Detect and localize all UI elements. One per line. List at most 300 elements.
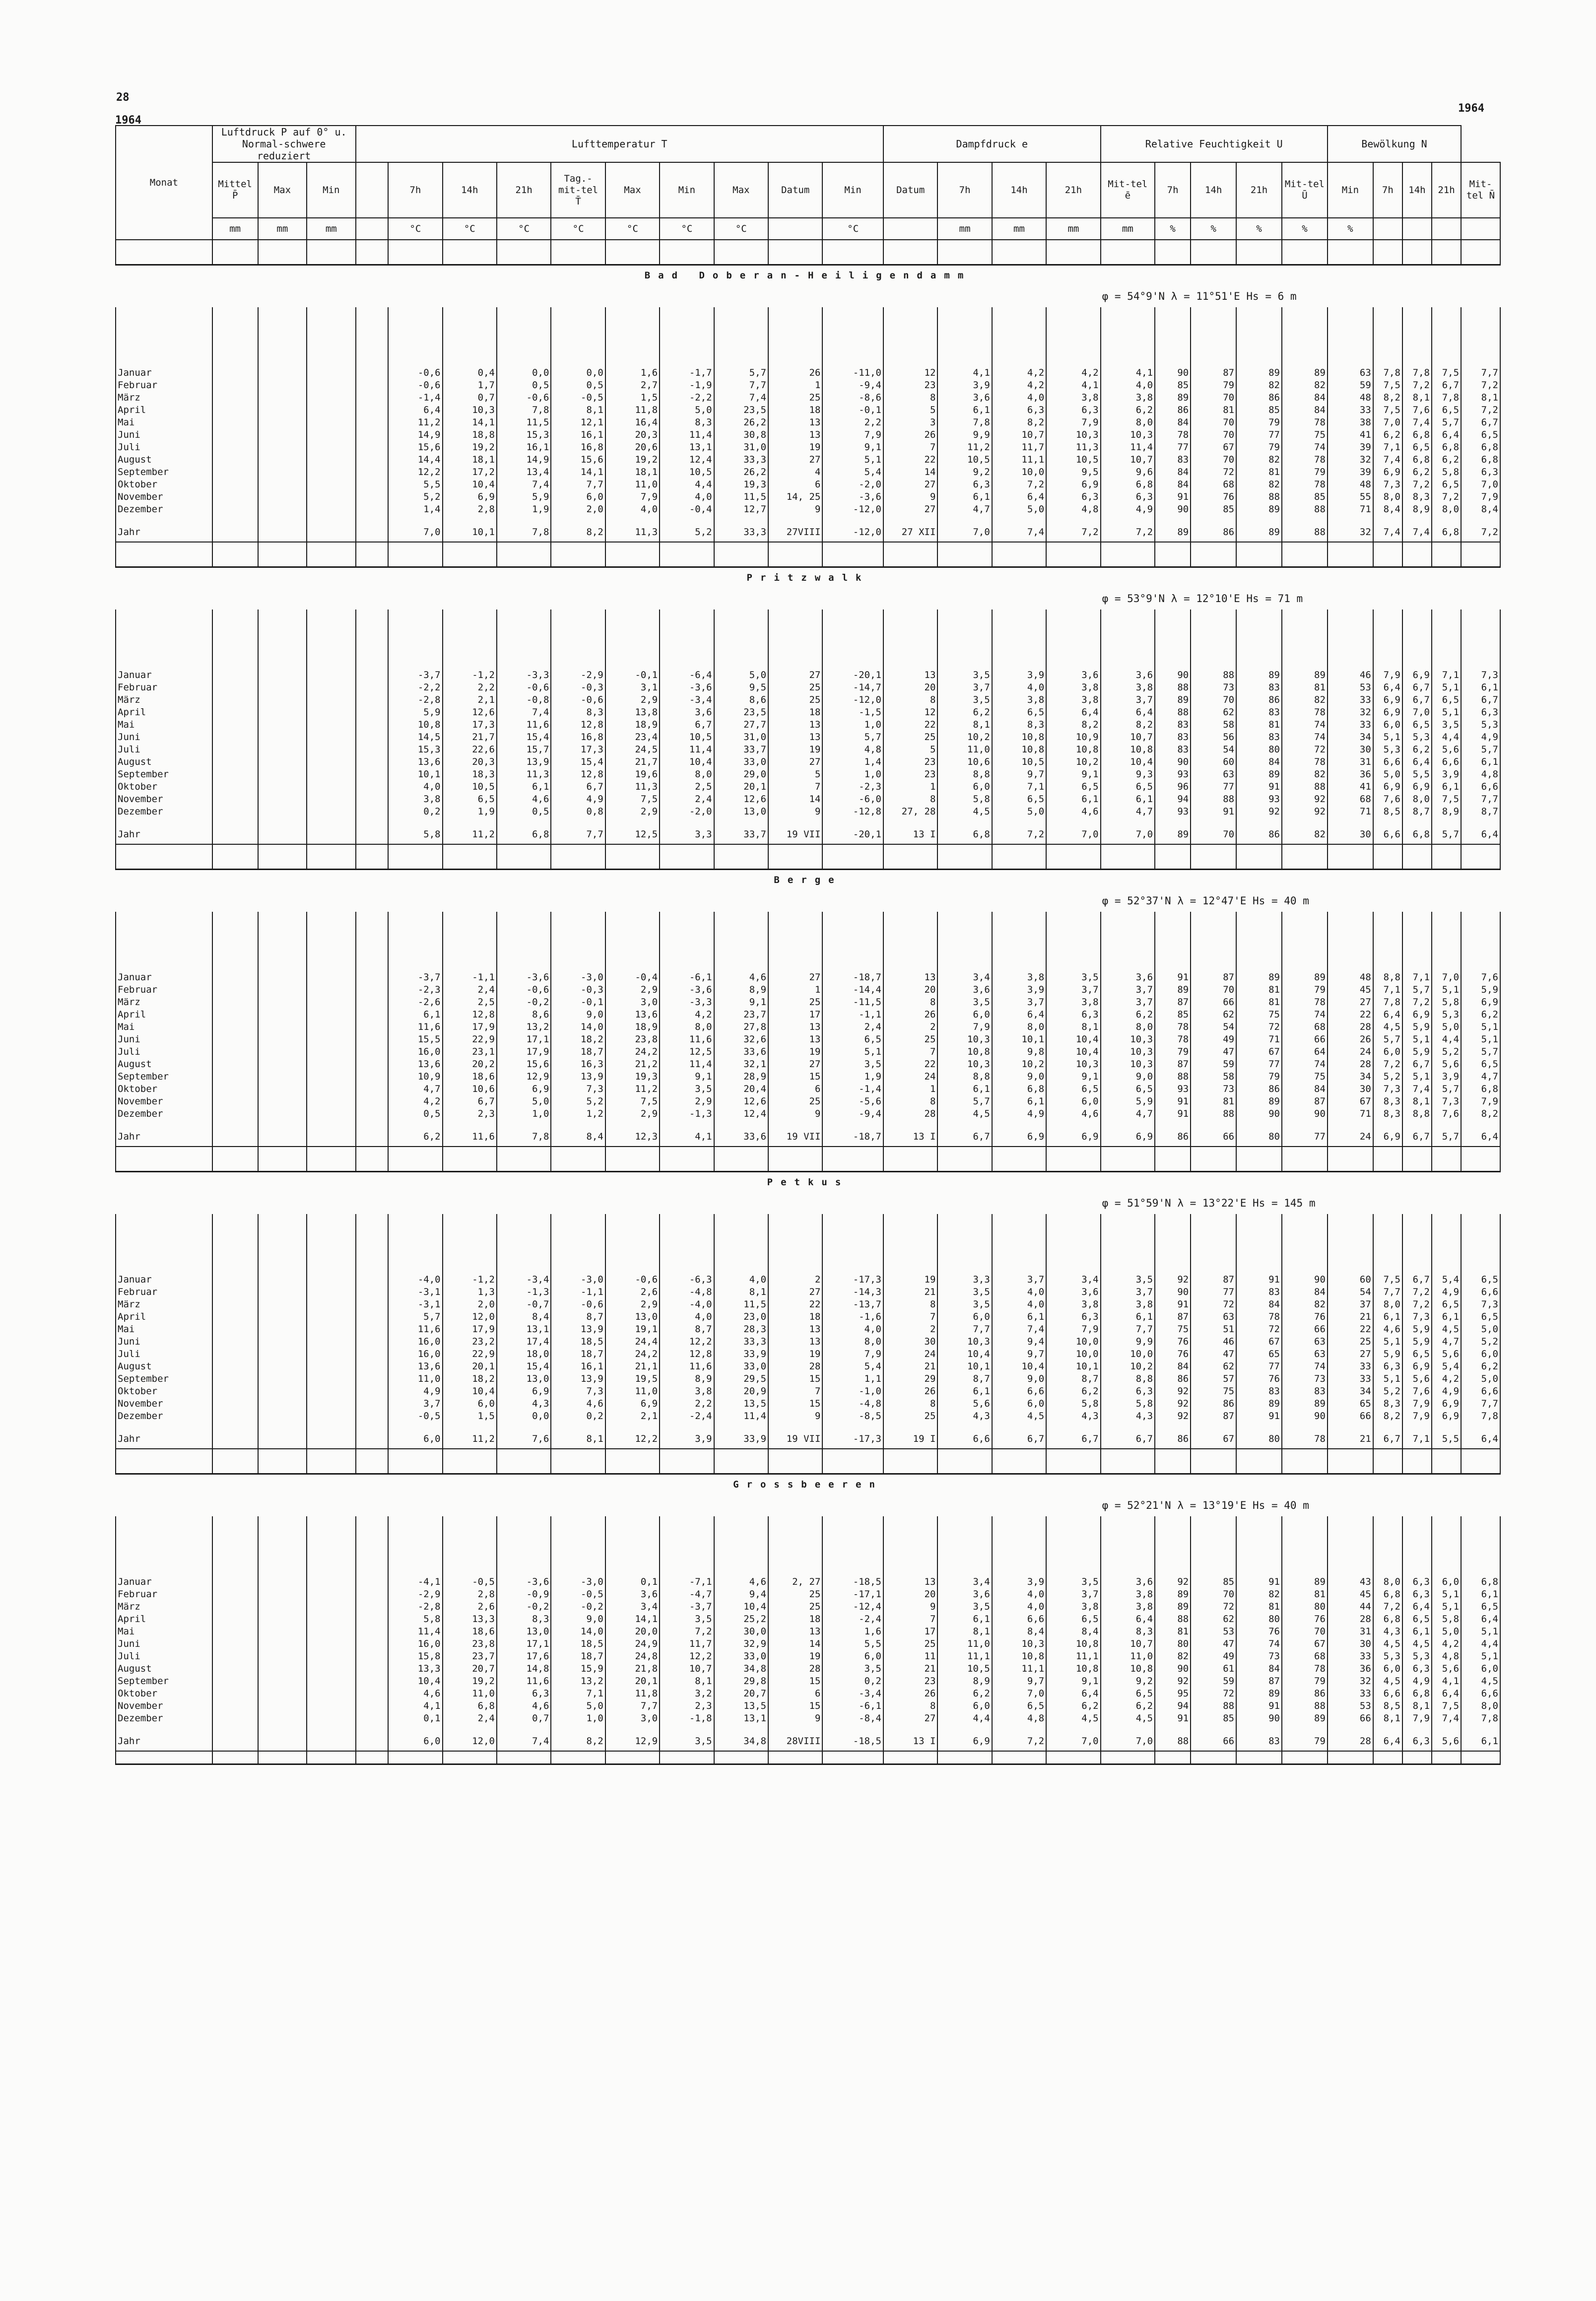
value-cell: 13 [768, 1021, 822, 1033]
value-cell: 86 [1155, 1429, 1191, 1449]
value-cell: 11,2 [443, 825, 497, 844]
value-cell: 3,9 [1432, 1071, 1461, 1083]
value-cell: 3,5 [937, 694, 992, 706]
value-cell: 89 [1236, 768, 1282, 781]
value-cell: 3,8 [992, 971, 1046, 984]
value-cell: 88 [1282, 523, 1328, 542]
pressure-cell [258, 1429, 307, 1449]
value-cell: 15,7 [497, 744, 551, 756]
value-cell: 4,7 [388, 1083, 442, 1095]
col-sub: Mittel P̄ [212, 162, 258, 218]
value-cell: 89 [1236, 971, 1282, 984]
value-cell: 75 [1282, 1071, 1328, 1083]
pressure-cell [307, 781, 355, 793]
value-cell: 6,1 [937, 404, 992, 416]
value-cell: 5,8 [388, 1613, 442, 1625]
value-cell: 53 [1328, 681, 1373, 694]
value-cell: -2,6 [388, 996, 442, 1009]
value-cell: 84 [1236, 1663, 1282, 1675]
month-label: September [116, 466, 212, 478]
value-cell: -5,6 [822, 1095, 883, 1108]
blank-row [116, 240, 1500, 265]
value-cell: 33 [1328, 1688, 1373, 1700]
value-cell: 22,9 [443, 1033, 497, 1046]
table-row [116, 1613, 1500, 1625]
value-cell: 3,5 [937, 669, 992, 681]
value-cell: 27,7 [714, 719, 768, 731]
pressure-cell [212, 1410, 258, 1422]
value-cell: 7,4 [1373, 523, 1402, 542]
month-label: November [116, 1095, 212, 1108]
value-cell: 83 [1236, 681, 1282, 694]
value-cell: 79 [1282, 1732, 1328, 1751]
value-cell: 16,0 [388, 1336, 442, 1348]
table-row [116, 429, 1500, 441]
value-cell: 6,6 [1461, 1688, 1500, 1700]
value-cell: 8,1 [551, 404, 605, 416]
value-cell: 18,6 [443, 1071, 497, 1083]
value-cell: 6,9 [1373, 466, 1402, 478]
value-cell: 7,1 [992, 781, 1046, 793]
pressure-cell [212, 1274, 258, 1286]
table-row [116, 1625, 1500, 1638]
pressure-cell [258, 793, 307, 806]
value-cell: 3,6 [1046, 1286, 1100, 1298]
value-cell: 6,5 [1046, 1613, 1100, 1625]
value-cell: 5,7 [1402, 984, 1432, 996]
value-cell: 19,3 [714, 478, 768, 491]
value-cell: 19 I [883, 1429, 937, 1449]
value-cell: 2,5 [660, 781, 714, 793]
pressure-cell [212, 1732, 258, 1751]
value-cell: 6,8 [1432, 441, 1461, 454]
value-cell: 9,0 [992, 1071, 1046, 1083]
pressure-cell [258, 441, 307, 454]
value-cell: 5,2 [551, 1095, 605, 1108]
value-cell: 41 [1328, 781, 1373, 793]
value-cell: 5,0 [1432, 1625, 1461, 1638]
value-cell: 7,5 [1432, 367, 1461, 379]
month-label: Juli [116, 744, 212, 756]
value-cell: 1 [768, 379, 822, 392]
value-cell: 7,7 [1373, 1286, 1402, 1298]
value-cell: 20,1 [605, 1675, 660, 1688]
value-cell: 23,7 [443, 1650, 497, 1663]
month-label: Jahr [116, 1127, 212, 1147]
value-cell: -2,3 [388, 984, 442, 996]
value-cell: 7,0 [1046, 825, 1100, 844]
value-cell: 48 [1328, 478, 1373, 491]
value-cell: 0,5 [388, 1108, 442, 1120]
value-cell: 87 [1155, 1311, 1191, 1323]
value-cell: -0,4 [660, 503, 714, 516]
value-cell: 80 [1236, 1127, 1282, 1147]
pressure-cell [212, 731, 258, 744]
value-cell: 6,5 [1432, 404, 1461, 416]
value-cell: 10,9 [1046, 731, 1100, 744]
value-cell: 1,9 [497, 503, 551, 516]
value-cell: 6,9 [1461, 996, 1500, 1009]
pressure-cell [258, 1058, 307, 1071]
value-cell: 29,8 [714, 1675, 768, 1688]
value-cell: 10,2 [1101, 1360, 1155, 1373]
value-cell: 4,0 [992, 392, 1046, 404]
value-cell: 4,4 [1432, 731, 1461, 744]
pressure-cell [258, 1385, 307, 1398]
col-sub: Datum [883, 162, 937, 218]
value-cell: 3,9 [992, 669, 1046, 681]
pressure-cell [212, 694, 258, 706]
pressure-cell [212, 971, 258, 984]
value-cell: -1,1 [443, 971, 497, 984]
value-cell: -4,8 [822, 1398, 883, 1410]
value-cell: 4,8 [1046, 503, 1100, 516]
value-cell: 90 [1236, 1712, 1282, 1725]
table-row [116, 367, 1500, 379]
col-sub: Mit-tel N̄ [1461, 162, 1500, 218]
value-cell: 84 [1155, 1360, 1191, 1373]
value-cell: 11,8 [605, 1688, 660, 1700]
table-row [116, 1373, 1500, 1385]
value-cell: 4,6 [1046, 1108, 1100, 1120]
value-cell: 33 [1328, 1373, 1373, 1385]
value-cell: 4,7 [1101, 1108, 1155, 1120]
value-cell: 7,7 [937, 1323, 992, 1336]
value-cell: 10,0 [992, 466, 1046, 478]
table-row [116, 1663, 1500, 1675]
value-cell: 3,6 [937, 984, 992, 996]
value-cell: 15,3 [388, 744, 442, 756]
value-cell: 70 [1191, 416, 1236, 429]
value-cell: 13 [768, 719, 822, 731]
value-cell: 6,1 [1101, 793, 1155, 806]
value-cell: 45 [1328, 984, 1373, 996]
value-cell: -0,2 [497, 1601, 551, 1613]
value-cell: 86 [1155, 1373, 1191, 1385]
pressure-cell [258, 1046, 307, 1058]
value-cell: 8,7 [1402, 806, 1432, 818]
value-cell: 3,5 [1432, 719, 1461, 731]
value-cell: 89 [1155, 825, 1191, 844]
pressure-cell [307, 1625, 355, 1638]
value-cell: 9,0 [992, 1373, 1046, 1385]
value-cell: 4,0 [605, 503, 660, 516]
value-cell: 24 [883, 1071, 937, 1083]
value-cell: 14,8 [497, 1663, 551, 1675]
pressure-cell [258, 1021, 307, 1033]
value-cell: 81 [1236, 466, 1282, 478]
value-cell: 10,2 [937, 731, 992, 744]
spacer-cell [356, 1127, 389, 1147]
value-cell: 9,0 [551, 1009, 605, 1021]
pressure-cell [212, 441, 258, 454]
value-cell: 12,5 [605, 825, 660, 844]
pressure-cell [307, 706, 355, 719]
value-cell: 26 [883, 1009, 937, 1021]
blank-row [116, 1120, 1500, 1127]
value-cell: 4,1 [1046, 379, 1100, 392]
value-cell: 2,9 [605, 806, 660, 818]
value-cell: -3,7 [388, 669, 442, 681]
value-cell: 90 [1155, 367, 1191, 379]
value-cell: 12 [883, 367, 937, 379]
value-cell: 66 [1282, 1323, 1328, 1336]
value-cell: 11,7 [660, 1638, 714, 1650]
table-row [116, 1732, 1500, 1751]
value-cell: 3,0 [605, 996, 660, 1009]
value-cell: 11,5 [714, 1298, 768, 1311]
value-cell: 2,6 [443, 1601, 497, 1613]
value-cell: 17,9 [497, 1046, 551, 1058]
value-cell: 81 [1236, 1601, 1282, 1613]
value-cell: 60 [1191, 756, 1236, 768]
value-cell: 8 [883, 694, 937, 706]
value-cell: 6,8 [1461, 1576, 1500, 1588]
value-cell: 3,5 [1101, 1274, 1155, 1286]
value-cell: 1,0 [822, 719, 883, 731]
pressure-cell [307, 806, 355, 818]
month-label: Jahr [116, 1429, 212, 1449]
value-cell: 8,0 [822, 1336, 883, 1348]
value-cell: 6,7 [1402, 681, 1432, 694]
value-cell: 2,4 [822, 1021, 883, 1033]
value-cell: 14,0 [551, 1021, 605, 1033]
spacer-cell [356, 1675, 389, 1688]
month-label: Oktober [116, 781, 212, 793]
table-row [116, 503, 1500, 516]
value-cell: 7,2 [1461, 404, 1500, 416]
value-cell: 10,1 [992, 1033, 1046, 1046]
value-cell: 6,0 [822, 1650, 883, 1663]
value-cell: 6,0 [551, 491, 605, 503]
month-label: Mai [116, 1625, 212, 1638]
value-cell: 83 [1236, 706, 1282, 719]
table-row [116, 454, 1500, 466]
value-cell: -1,5 [822, 706, 883, 719]
value-cell: 71 [1328, 806, 1373, 818]
value-cell: 76 [1236, 1625, 1282, 1638]
value-cell: 13,0 [714, 806, 768, 818]
value-cell: 8,0 [1101, 1021, 1155, 1033]
value-cell: 88 [1155, 706, 1191, 719]
value-cell: -0,5 [551, 392, 605, 404]
value-cell: 23,5 [714, 404, 768, 416]
pressure-cell [258, 669, 307, 681]
value-cell: 86 [1191, 523, 1236, 542]
value-cell: 6,3 [937, 478, 992, 491]
value-cell: 10,4 [660, 756, 714, 768]
pressure-cell [307, 1712, 355, 1725]
value-cell: 13 I [883, 1732, 937, 1751]
value-cell: -14,4 [822, 984, 883, 996]
value-cell: 7,8 [1432, 392, 1461, 404]
value-cell: 6,1 [937, 491, 992, 503]
value-cell: 59 [1191, 1675, 1236, 1688]
value-cell: 6,9 [1373, 706, 1402, 719]
value-cell: 28 [768, 1663, 822, 1675]
value-cell: 3,7 [1101, 1286, 1155, 1298]
value-cell: 14 [768, 793, 822, 806]
value-cell: 18,3 [443, 768, 497, 781]
value-cell: 0,2 [551, 1410, 605, 1422]
value-cell: 6,3 [1046, 1311, 1100, 1323]
value-cell: 6,7 [1432, 379, 1461, 392]
value-cell: 23,0 [714, 1311, 768, 1323]
value-cell: 14,0 [551, 1625, 605, 1638]
value-cell: 7,2 [1402, 478, 1432, 491]
value-cell: 2,2 [443, 681, 497, 694]
value-cell: 1 [883, 1083, 937, 1095]
month-label: November [116, 793, 212, 806]
spacer-cell [356, 1398, 389, 1410]
value-cell: 7,9 [1461, 491, 1500, 503]
value-cell: 9 [768, 503, 822, 516]
value-cell: 8,3 [1402, 491, 1432, 503]
value-cell: 7,2 [1402, 1298, 1432, 1311]
value-cell: 34 [1328, 731, 1373, 744]
value-cell: 76 [1282, 1311, 1328, 1323]
value-cell: 7,9 [937, 1021, 992, 1033]
value-cell: -0,6 [605, 1274, 660, 1286]
value-cell: 86 [1155, 1127, 1191, 1147]
value-cell: 1,6 [822, 1625, 883, 1638]
spacer-cell [356, 1108, 389, 1120]
value-cell: 54 [1191, 1021, 1236, 1033]
month-label: Februar [116, 681, 212, 694]
pressure-cell [307, 1700, 355, 1712]
value-cell: 3,7 [937, 681, 992, 694]
value-cell: 62 [1191, 1009, 1236, 1021]
value-cell: 10,8 [992, 731, 1046, 744]
value-cell: 10,6 [937, 756, 992, 768]
value-cell: 4,8 [992, 1712, 1046, 1725]
table-row [116, 984, 1500, 996]
value-cell: 74 [1236, 1638, 1282, 1650]
value-cell: 10,5 [937, 454, 992, 466]
station-name: Grossbeeren [116, 1474, 1500, 1495]
value-cell: -3,4 [822, 1688, 883, 1700]
value-cell: 79 [1282, 466, 1328, 478]
value-cell: 66 [1282, 1033, 1328, 1046]
value-cell: 88 [1191, 1700, 1236, 1712]
spacer-cell [356, 1732, 389, 1751]
value-cell: 7,4 [992, 1323, 1046, 1336]
col-unit: % [1155, 218, 1191, 240]
col-sub: 14h [1402, 162, 1432, 218]
value-cell: 7,8 [1373, 996, 1402, 1009]
value-cell: 1,1 [822, 1373, 883, 1385]
value-cell: 2,2 [822, 416, 883, 429]
spacer-cell [356, 491, 389, 503]
value-cell: 11,8 [605, 404, 660, 416]
value-cell: 91 [1155, 971, 1191, 984]
value-cell: 10,5 [660, 466, 714, 478]
value-cell: 13,0 [497, 1373, 551, 1385]
blank-row [116, 1516, 1500, 1576]
table-row [116, 1398, 1500, 1410]
value-cell: 7,8 [1461, 1410, 1500, 1422]
value-cell: 8,1 [1402, 1700, 1432, 1712]
value-cell: 66 [1328, 1410, 1373, 1422]
value-cell: 10,3 [937, 1058, 992, 1071]
value-cell: 7,0 [1461, 478, 1500, 491]
value-cell: 7,9 [1046, 416, 1100, 429]
value-cell: 9,1 [660, 1071, 714, 1083]
value-cell: 7,9 [822, 429, 883, 441]
value-cell: 6,4 [1101, 1613, 1155, 1625]
value-cell: 8,6 [714, 694, 768, 706]
table-row [116, 1009, 1500, 1021]
value-cell: 1,4 [388, 503, 442, 516]
value-cell: 9,1 [822, 441, 883, 454]
value-cell: 8,6 [497, 1009, 551, 1021]
value-cell: 1,9 [443, 806, 497, 818]
month-label: Dezember [116, 1712, 212, 1725]
value-cell: 4,0 [660, 1311, 714, 1323]
value-cell: 89 [1236, 1688, 1282, 1700]
table-row [116, 1108, 1500, 1120]
value-cell: -0,2 [551, 1601, 605, 1613]
value-cell: 8,1 [937, 719, 992, 731]
value-cell: -2,4 [660, 1410, 714, 1422]
pressure-cell [212, 1046, 258, 1058]
value-cell: 3,4 [937, 971, 992, 984]
value-cell: 3,5 [937, 1601, 992, 1613]
climate-table [115, 125, 1501, 1765]
value-cell: 87 [1155, 996, 1191, 1009]
value-cell: 77 [1236, 1360, 1282, 1373]
value-cell: 11,2 [937, 441, 992, 454]
value-cell: 85 [1191, 1576, 1236, 1588]
value-cell: 27 XII [883, 523, 937, 542]
value-cell: 32,1 [714, 1058, 768, 1071]
pressure-cell [212, 1663, 258, 1675]
value-cell: 24 [1328, 1127, 1373, 1147]
value-cell: 13,1 [660, 441, 714, 454]
spacer-cell [356, 1058, 389, 1071]
value-cell: 93 [1155, 1083, 1191, 1095]
pressure-cell [212, 1650, 258, 1663]
month-label: Dezember [116, 503, 212, 516]
value-cell: -0,6 [497, 392, 551, 404]
value-cell: 2,8 [443, 503, 497, 516]
value-cell: 10,5 [992, 756, 1046, 768]
pressure-cell [307, 379, 355, 392]
pressure-cell [258, 1650, 307, 1663]
month-label: August [116, 756, 212, 768]
value-cell: 8,0 [1461, 1700, 1500, 1712]
col-monat: Monat [116, 126, 212, 240]
value-cell: 5,6 [937, 1398, 992, 1410]
pressure-cell [307, 744, 355, 756]
value-cell: 74 [1282, 1360, 1328, 1373]
value-cell: -2,3 [822, 781, 883, 793]
pressure-cell [258, 731, 307, 744]
value-cell: 7 [883, 1311, 937, 1323]
value-cell: 32,9 [714, 1638, 768, 1650]
value-cell: 67 [1328, 1095, 1373, 1108]
pressure-cell [258, 1348, 307, 1360]
value-cell: 72 [1236, 1323, 1282, 1336]
value-cell: 13,3 [443, 1613, 497, 1625]
value-cell: 18,5 [551, 1638, 605, 1650]
value-cell: 6,3 [1046, 491, 1100, 503]
value-cell: 28 [1328, 1058, 1373, 1071]
value-cell: 24 [883, 1348, 937, 1360]
value-cell: 3,5 [822, 1058, 883, 1071]
table-row [116, 1576, 1500, 1588]
col-sub: 14h [443, 162, 497, 218]
